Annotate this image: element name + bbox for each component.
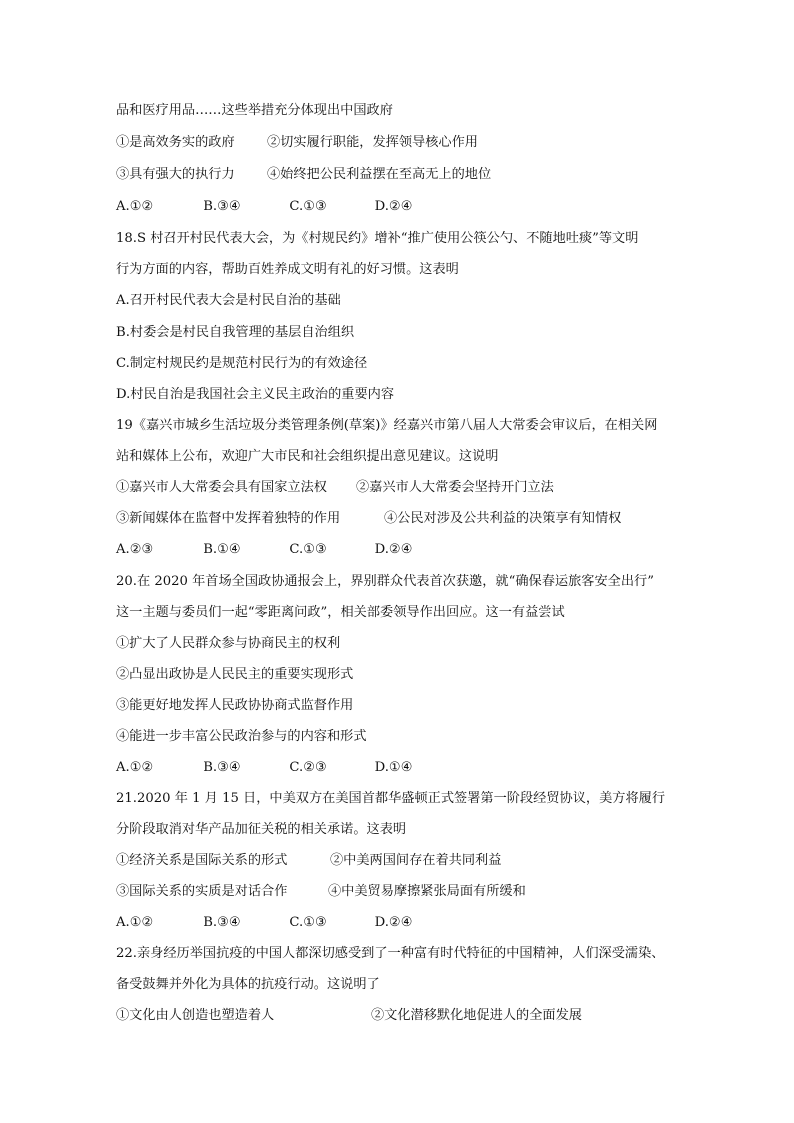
q20-statement-4: ④能进一步丰富公民政治参与的内容和形式 — [116, 729, 367, 744]
q20-stem-line2: 这一主题与委员们一起“零距离问政”，相关部委领导作出回应。这一有益尝试 — [116, 605, 565, 620]
q19-stem-line2: 站和媒体上公布，欢迎广大市民和社会组织提出意见建议。这说明 — [116, 449, 499, 464]
q19-statements-row1 — [116, 478, 554, 498]
q21-statement-2: ②中美两国间存在着共同利益 — [330, 853, 502, 868]
q22-statement-2: ②文化潜移默化地促进人的全面发展 — [371, 1008, 582, 1023]
q21-option-b: B.③④ — [203, 915, 241, 930]
q19-statement-4: ④公民对涉及公共利益的决策享有知情权 — [384, 511, 622, 526]
q22-statement-1: ①文化由人创造也塑造着人 — [116, 1008, 275, 1023]
q17-option-d: D.②④ — [374, 199, 413, 214]
q17-option-c: C.①③ — [289, 199, 327, 214]
q22-stem-line2: 备受鼓舞并外化为具体的抗疫行动。这说明了 — [116, 977, 380, 992]
q21-option-c: C.①③ — [289, 915, 327, 930]
q20-statement-2: ②凸显出政协是人民民主的重要实现形式 — [116, 667, 354, 682]
q20-option-b: B.③④ — [203, 760, 241, 775]
q18-option-d: D.村民自治是我国社会主义民主政治的重要内容 — [116, 387, 395, 402]
q19-option-a: A.②③ — [116, 542, 154, 557]
q19-statement-2: ②嘉兴市人大常委会坚持开门立法 — [356, 480, 554, 495]
q18-option-c: C.制定村规民约是规范村民行为的有效途径 — [116, 356, 368, 371]
q18-option-b: B.村委会是村民自我管理的基层自治组织 — [116, 325, 355, 340]
q21-statement-4: ④中美贸易摩擦紧张局面有所缓和 — [328, 884, 526, 899]
q22-stem-line1: 22.亲身经历举国抗疫的中国人都深切感受到了一种富有时代特征的中国精神，人们深受濡染、 — [116, 946, 665, 961]
q19-option-c: C.①③ — [289, 542, 327, 557]
q19-option-d: D.②④ — [374, 542, 413, 557]
q18-stem-line1: 18.S 村召开村民代表大会，为《村规民约》增补“推广使用公筷公勺、不随地吐痰”等文明 — [116, 231, 639, 246]
q21-statement-3: ③国际关系的实质是对话合作 — [116, 884, 288, 899]
q17-stem-tail: 品和医疗用品……这些举措充分体现出中国政府 — [116, 103, 393, 118]
q17-statement-2: ②切实履行职能，发挥领导核心作用 — [267, 135, 478, 150]
q17-statements-row2 — [116, 165, 492, 185]
q17-option-a: A.①② — [116, 199, 154, 214]
q21-statement-1: ①经济关系是国际关系的形式 — [116, 853, 288, 868]
q20-option-a: A.①② — [116, 760, 154, 775]
q20-options — [116, 758, 413, 778]
q19-option-b: B.①④ — [203, 542, 241, 557]
q18-stem-line2: 行为方面的内容，帮助百姓养成文明有礼的好习惯。这表明 — [116, 262, 459, 277]
q17-statements-row1 — [116, 133, 478, 153]
q19-statement-1: ①嘉兴市人大常委会具有国家立法权 — [116, 480, 327, 495]
q20-statement-1: ①扩大了人民群众参与协商民主的权利 — [116, 636, 341, 651]
q18-option-a: A.召开村民代表大会是村民自治的基础 — [116, 293, 341, 308]
q19-options — [116, 540, 413, 560]
q21-option-d: D.②④ — [374, 915, 413, 930]
q21-options — [116, 913, 413, 933]
q21-stem-line2: 分阶段取消对华产品加征关税的相关承诺。这表明 — [116, 822, 407, 837]
q21-statements-row2 — [116, 882, 526, 902]
q21-statements-row1 — [116, 851, 502, 871]
q20-statement-3: ③能更好地发挥人民政协协商式监督作用 — [116, 698, 354, 713]
q17-statement-3: ③具有强大的执行力 — [116, 167, 235, 182]
q19-statement-3: ③新闻媒体在监督中发挥着独特的作用 — [116, 511, 341, 526]
q20-option-c: C.②③ — [289, 760, 327, 775]
q21-option-a: A.①② — [116, 915, 154, 930]
q20-stem-line1: 20.在 2020 年首场全国政协通报会上，界别群众代表首次获邀，就“确保春运旅客安全出行” — [116, 574, 654, 589]
q17-statement-4: ④始终把公民利益摆在至高无上的地位 — [267, 167, 492, 182]
q22-statements-row1 — [116, 1006, 582, 1026]
q17-statement-1: ①是高效务实的政府 — [116, 135, 235, 150]
q19-stem-line1: 19《嘉兴市城乡生活垃圾分类管理条例(草案)》经嘉兴市第八届人大常委会审议后，在相关网 — [116, 418, 658, 433]
q20-option-d: D.①④ — [374, 760, 413, 775]
q21-stem-line1: 21.2020 年 1 月 15 日，中美双方在美国首都华盛顿正式签署第一阶段经贸协议，美方将履行 — [116, 791, 666, 806]
q19-statements-row2 — [116, 509, 622, 529]
q17-option-b: B.③④ — [203, 199, 241, 214]
q17-options — [116, 197, 413, 217]
